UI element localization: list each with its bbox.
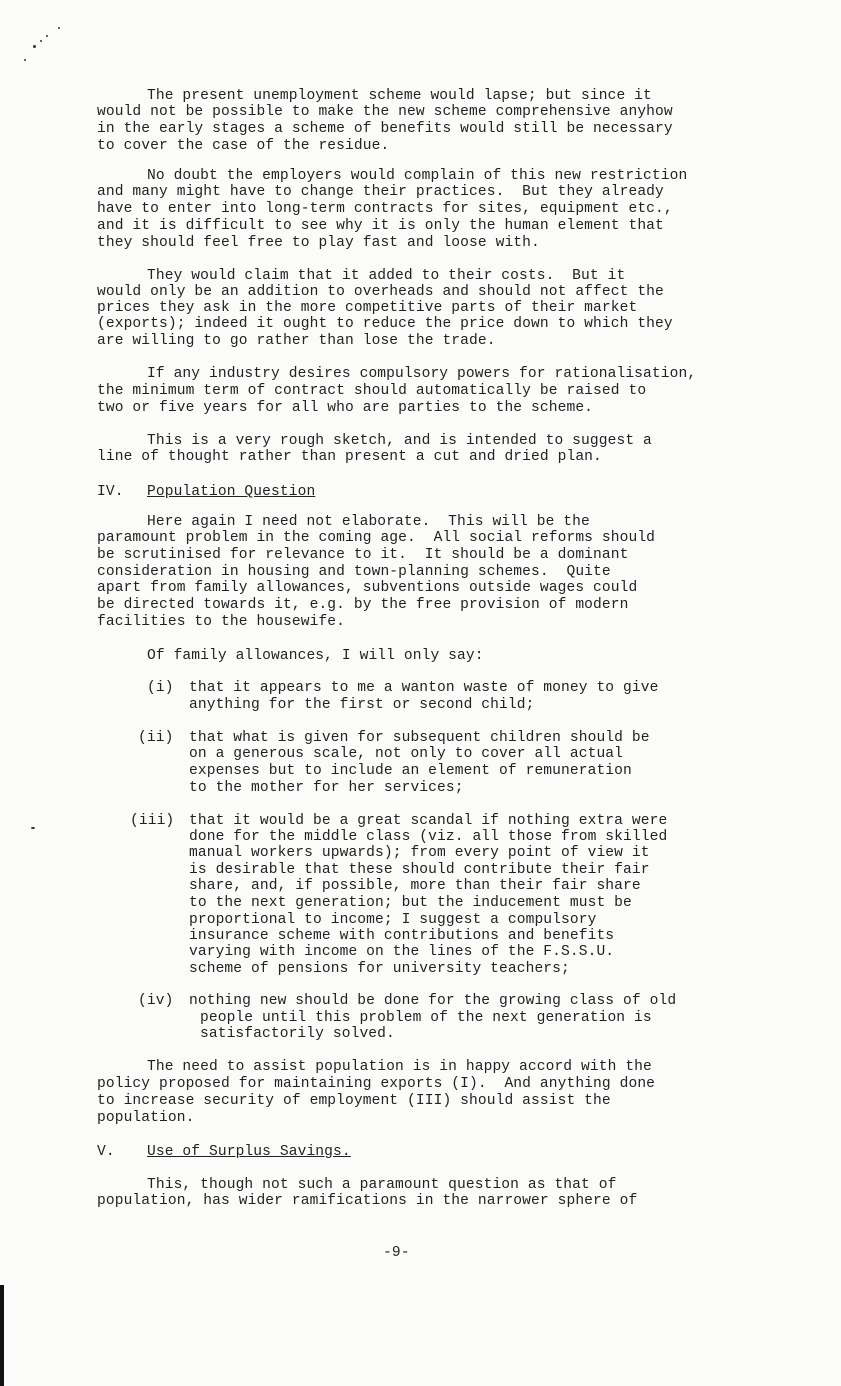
para-9-line: This, though not such a paramount question as that of [147, 1177, 617, 1193]
para-4-line: If any industry desires compulsory powers for rationalisation, [147, 366, 697, 382]
list-item-line: to the mother for her services; [189, 780, 464, 796]
list-item-line: that it appears to me a wanton waste of money to give [189, 680, 659, 696]
list-marker: (iii) [130, 813, 175, 829]
list-marker: (iv) [138, 993, 174, 1009]
list-item-line: people until this problem of the next generation is [200, 1010, 652, 1026]
section-heading: Population Question [147, 484, 316, 500]
scan-edge-mark [0, 1285, 4, 1386]
list-item-line: anything for the first or second child; [189, 697, 535, 713]
para-8-line: policy proposed for maintaining exports (I). And anything done [97, 1076, 656, 1092]
para-3-line: prices they ask in the more competitive parts of their market [97, 300, 638, 316]
list-item-line: proportional to income; I suggest a compulsory [189, 912, 597, 928]
list-item-line: satisfactorily solved. [200, 1026, 395, 1042]
scan-speck [24, 59, 26, 61]
para-6-line: be scrutinised for relevance to it. It should be a dominant [97, 547, 629, 563]
para-1-line: The present unemployment scheme would lapse; but since it [147, 88, 652, 104]
para-3-line: would only be an addition to overheads and should not affect the [97, 284, 664, 300]
para-4-line: the minimum term of contract should automatically be raised to [97, 383, 647, 399]
para-8-line: The need to assist population is in happy accord with the [147, 1059, 652, 1075]
para-2-line: No doubt the employers would complain of this new restriction [147, 168, 688, 184]
para-2-line: and it is difficult to see why it is only the human element that [97, 218, 664, 234]
list-item-line: expenses but to include an element of remuneration [189, 763, 632, 779]
list-item-line: that what is given for subsequent children should be [189, 730, 650, 746]
para-6-line: consideration in housing and town-planning schemes. Quite [97, 564, 611, 580]
scan-speck [58, 27, 60, 29]
para-8-line: to increase security of employment (III) should assist the [97, 1093, 611, 1109]
list-item-line: on a generous scale, not only to cover all actual [189, 746, 624, 762]
scan-speck [40, 40, 42, 42]
para-8-line: population. [97, 1110, 195, 1126]
section-number: IV. [97, 484, 124, 500]
para-2-line: and many might have to change their practices. But they already [97, 184, 664, 200]
para-5-line: This is a very rough sketch, and is intended to suggest a [147, 433, 652, 449]
list-item-line: is desirable that these should contribute their fair [189, 862, 650, 878]
list-marker: (i) [147, 680, 174, 696]
para-6-line: apart from family allowances, subventions outside wages could [97, 580, 638, 596]
para-3-line: (exports); indeed it ought to reduce the price down to which they [97, 316, 673, 332]
list-item-line: manual workers upwards); from every point of view it [189, 845, 650, 861]
para-6-line: Here again I need not elaborate. This will be the [147, 514, 590, 530]
page-number: -9- [383, 1245, 410, 1261]
section-heading: Use of Surplus Savings. [147, 1144, 351, 1160]
list-item-line: to the next generation; but the inducement must be [189, 895, 632, 911]
list-item-line: done for the middle class (viz. all those from skilled [189, 829, 668, 845]
para-9-line: population, has wider ramifications in the narrower sphere of [97, 1193, 638, 1209]
list-item-line: that it would be a great scandal if nothing extra were [189, 813, 668, 829]
section-number: V. [97, 1144, 115, 1160]
list-item-line: insurance scheme with contributions and benefits [189, 928, 615, 944]
para-2-line: have to enter into long-term contracts for sites, equipment etc., [97, 201, 673, 217]
para-6-line: facilities to the housewife. [97, 614, 346, 630]
para-3-line: are willing to go rather than lose the trade. [97, 333, 496, 349]
para-6-line: paramount problem in the coming age. All social reforms should [97, 530, 656, 546]
list-marker: (ii) [138, 730, 174, 746]
scan-speck [46, 35, 48, 37]
list-item-line: share, and, if possible, more than their fair share [189, 878, 641, 894]
scan-speck [31, 827, 35, 829]
para-2-line: they should feel free to play fast and loose with. [97, 235, 540, 251]
para-1-line: to cover the case of the residue. [97, 138, 390, 154]
para-6-line: be directed towards it, e.g. by the free provision of modern [97, 597, 629, 613]
list-item-line: scheme of pensions for university teachers; [189, 961, 570, 977]
para-4-line: two or five years for all who are parties to the scheme. [97, 400, 594, 416]
para-3-line: They would claim that it added to their costs. But it [147, 268, 626, 284]
list-item-line: varying with income on the lines of the F.S.S.U. [189, 944, 615, 960]
scan-speck [33, 45, 36, 48]
para-5-line: line of thought rather than present a cut and dried plan. [97, 449, 602, 465]
list-item-line: nothing new should be done for the growing class of old [189, 993, 677, 1009]
para-1-line: would not be possible to make the new scheme comprehensive anyhow [97, 104, 673, 120]
para-7-line: Of family allowances, I will only say: [147, 648, 484, 664]
para-1-line: in the early stages a scheme of benefits would still be necessary [97, 121, 673, 137]
